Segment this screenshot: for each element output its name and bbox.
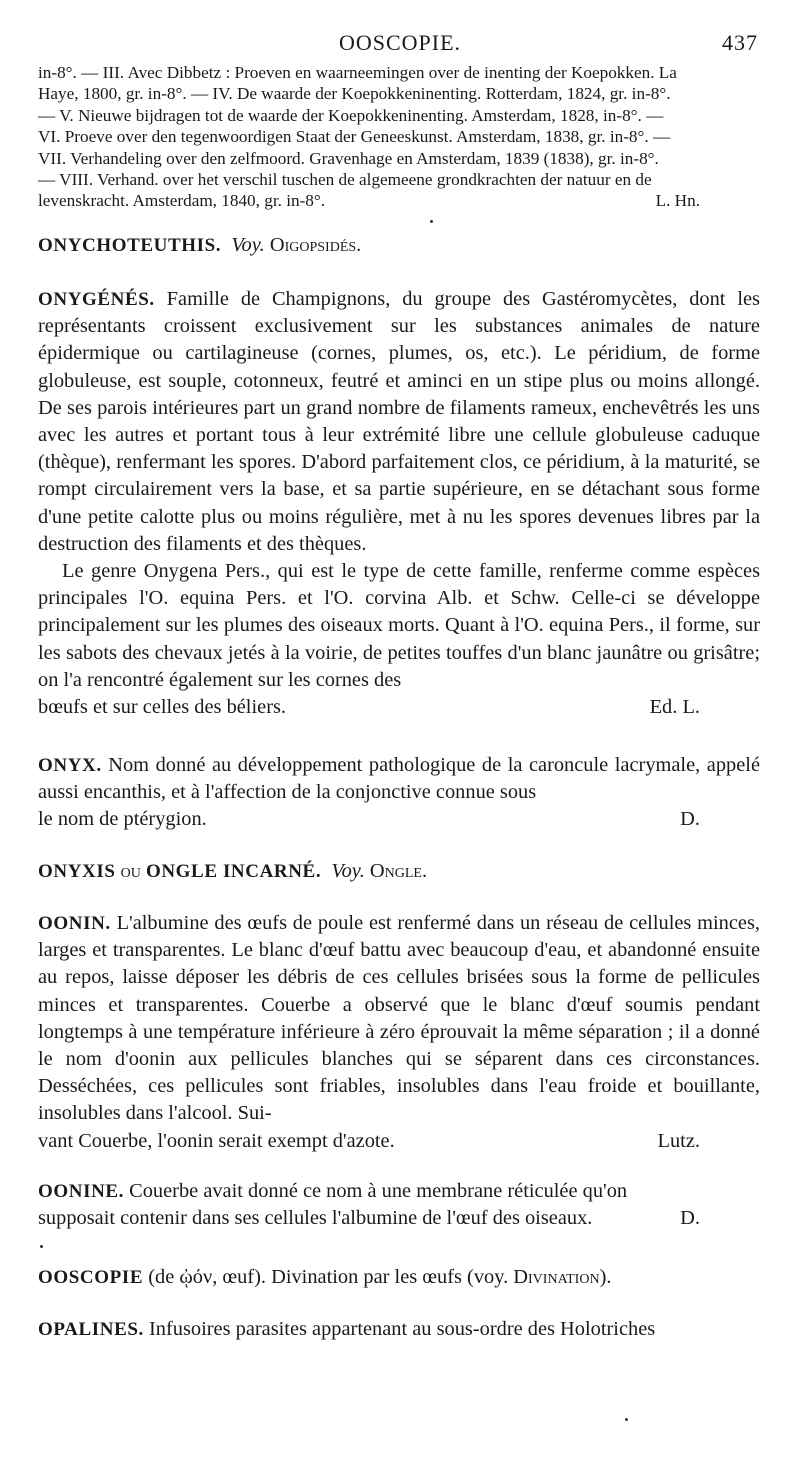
entry-onyxis bbox=[38, 858, 760, 885]
author-signature: D. bbox=[680, 1207, 700, 1230]
headword: ONYXIS bbox=[38, 861, 116, 882]
entry-text: Le genre Onygena Pers., qui est le type de cette famille, renferme comme espèces principales l'O. equina Pers. et l'O. corvina Alb. et Schw. Celle-ci se développe principalement sur les plumes des oiseaux morts. Quant à l'O. equina Pers., il forme, sur les sabots des chevaux jetés à la voirie, de petites touffes d'un blanc jaunâtre ou grisâtre; on l'a rencontré également sur les cornes des bbox=[38, 560, 760, 691]
headword: OONINE. bbox=[38, 1181, 125, 1202]
page-number: 437 bbox=[722, 30, 758, 55]
cross-ref-target: Ongle. bbox=[369, 860, 428, 882]
author-signature: Lutz. bbox=[657, 1129, 700, 1152]
headword: OOSCOPIE bbox=[38, 1267, 144, 1288]
entry-oonin bbox=[38, 910, 760, 1155]
biblio-line: in-8°. — III. Avec Dibbetz : Proeven en waarneemingen over de inenting der Koepokken. La bbox=[38, 63, 677, 82]
entry-onychoteuthis bbox=[38, 232, 760, 259]
headword: ONYX. bbox=[38, 755, 102, 776]
author-signature: L. Hn. bbox=[655, 191, 700, 211]
cross-ref-voy: Voy. bbox=[331, 860, 365, 882]
entry-text: Famille de Champignons, du groupe des Gastéromycètes, dont les représentants croissent exclusivement sur les substances animales de nature épidermique ou cartilagineuse (cornes, plumes, os, etc.). Le péridium, de forme globuleuse, est souple, cotonneux, feutré et aminci en un stipe plus ou moins allongé. De ses parois intérieures part un grand nombre de filaments rameux, enchevêtrés les uns avec les autres et portant tous à leur extrémité libre une cellule globuleuse caduque (thèque), renfermant les spores. D'abord parfaitement clos, ce péridium, à la maturité, se rompt circulairement vers la base, et sa partie supérieure, en se détachant sous forme d'une petite calotte plus ou moins régulière, met à nu les spores devenues libres par la destruction des filaments et des thèques. bbox=[38, 288, 760, 555]
entry-text: vant Couerbe, l'oonin serait exempt d'azote. bbox=[38, 1129, 395, 1152]
entry-text: supposait contenir dans ses cellules l'albumine de l'œuf des oiseaux. bbox=[38, 1207, 593, 1230]
conjunction: ou bbox=[120, 860, 141, 882]
entry-ooscopie bbox=[38, 1264, 760, 1291]
author-signature: Ed. L. bbox=[649, 696, 700, 719]
biblio-line: VII. Verhandeling over den zelfmoord. Gravenhage en Amsterdam, 1839 (1838), gr. in-8°. bbox=[38, 148, 659, 168]
cross-ref-voy: Voy. bbox=[231, 234, 265, 256]
ink-speck bbox=[625, 1418, 628, 1421]
headword: OONIN. bbox=[38, 913, 111, 934]
biblio-line: VI. Proeve over den tegenwoordigen Staat der Geneeskunst. Amsterdam, 1838, gr. in-8°. — bbox=[38, 127, 671, 147]
ink-speck bbox=[40, 1245, 43, 1248]
bibliography-block bbox=[38, 62, 760, 212]
headword: ONGLE INCARNÉ. bbox=[145, 861, 322, 882]
entry-text: Nom donné au développement pathologique de la caroncule lacrymale, appelé aussi encanthis, et à l'affection de la conjonctive connue sous bbox=[38, 754, 760, 804]
running-title: OOSCOPIE. bbox=[338, 30, 462, 55]
cross-ref-target: Divination bbox=[513, 1266, 600, 1288]
page-header bbox=[38, 30, 762, 60]
headword: OPALINES. bbox=[38, 1319, 144, 1340]
biblio-line: — VIII. Verhand. over het verschil tuschen de algemeene grondkrachten der natuur en de bbox=[38, 170, 652, 190]
headword: ONYGÉNÉS. bbox=[38, 289, 155, 310]
entry-oonine bbox=[38, 1178, 760, 1232]
entry-text: bœufs et sur celles des béliers. bbox=[38, 696, 287, 719]
headword: ONYCHOTEUTHIS. bbox=[38, 235, 222, 256]
etymology: (de ᾠόν, œuf). bbox=[148, 1266, 266, 1288]
cross-ref-target: Oigopsidés. bbox=[269, 234, 362, 256]
entry-text: Infusoires parasites appartenant au sous-ordre des Holotriches bbox=[148, 1318, 656, 1340]
biblio-line: Haye, 1800, gr. in-8°. — IV. De waarde der Koepokkeninenting. Rotterdam, 1824, gr. in-8°. bbox=[38, 84, 671, 104]
entry-text: Divination par les œufs (voy. bbox=[271, 1266, 509, 1288]
ink-speck bbox=[430, 220, 433, 223]
entry-onyx bbox=[38, 752, 760, 834]
entry-opalines bbox=[38, 1316, 760, 1343]
entry-text: Couerbe avait donné ce nom à une membrane réticulée qu'on bbox=[129, 1180, 628, 1202]
biblio-line: — V. Nieuwe bijdragen tot de waarde der Koepokkeninenting. Amsterdam, 1828, in-8°. — bbox=[38, 105, 664, 125]
author-signature: D. bbox=[680, 808, 700, 831]
closing-paren: ). bbox=[599, 1266, 612, 1288]
entry-text: le nom de ptérygion. bbox=[38, 808, 207, 831]
entry-onygenes bbox=[38, 286, 760, 721]
entry-text: L'albumine des œufs de poule est renfermé dans un réseau de cellules minces, larges et transparentes. Le blanc d'œuf battu avec beaucoup d'eau, et abandonné ensuite au repos, laisse déposer les débris de ces cellules brisées sous la forme de pellicules minces et transparentes. Couerbe a observé que le blanc d'œuf soumis pendant longtemps à une température inférieure à zéro éprouvait la même séparation ; il a donné le nom d'oonin aux pellicules blanches qui se séparent dans ces circonstances. Desséchées, ces pellicules sont friables, insolubles dans l'eau froide et bouillante, insolubles dans l'alcool. Sui- bbox=[38, 912, 760, 1125]
biblio-last-line bbox=[38, 190, 760, 211]
biblio-line: levenskracht. Amsterdam, 1840, gr. in-8°. bbox=[38, 191, 326, 211]
